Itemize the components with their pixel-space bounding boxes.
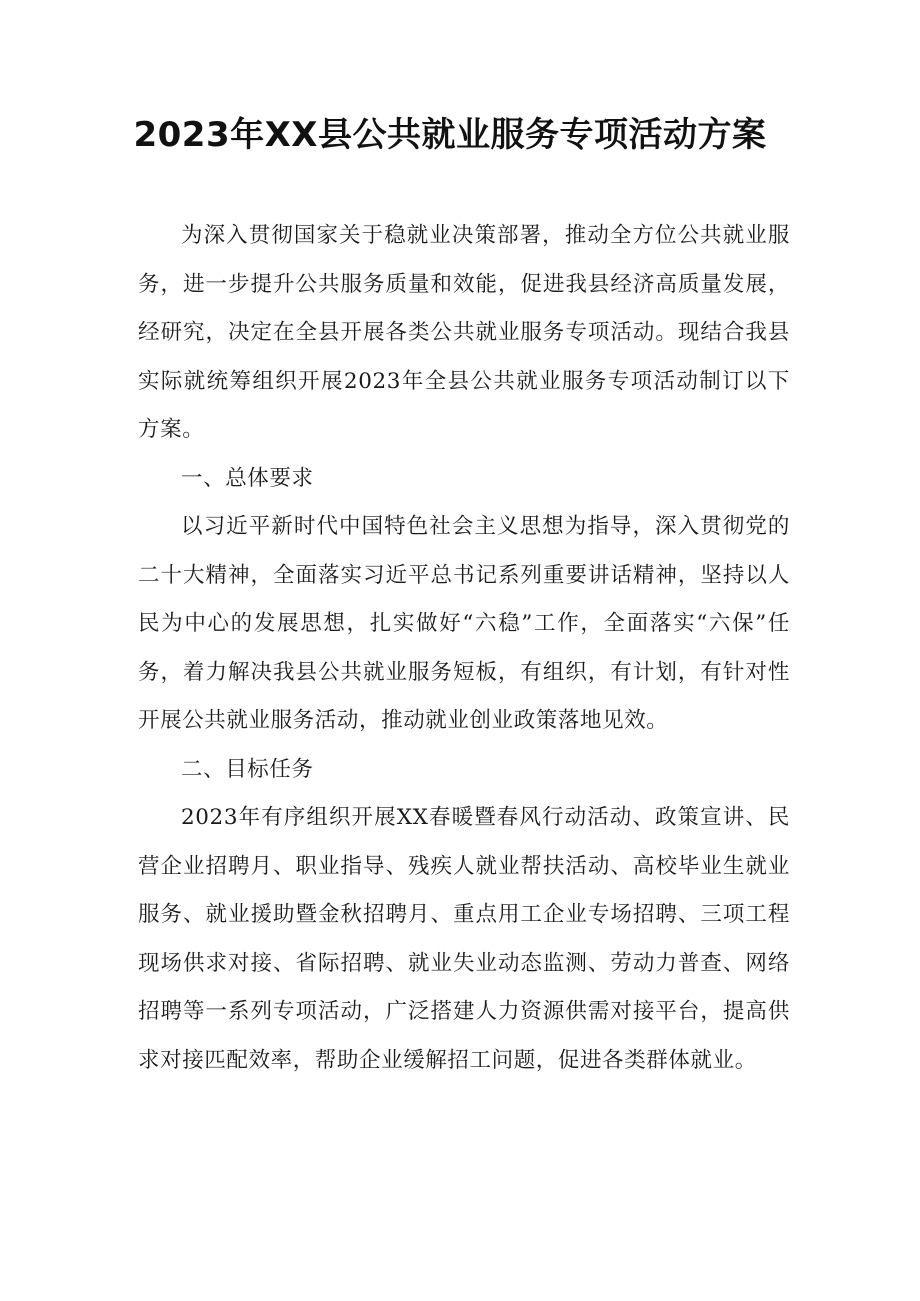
document-body xyxy=(138,212,790,1085)
paragraph-goals-tasks: 2023年有序组织开展XX春暖暨春风行动活动、政策宣讲、民营企业招聘月、职业指导、残疾人就业帮扶活动、高校毕业生就业服务、就业援助暨金秋招聘月、重点用工企业专场招聘、三项工程现场供求对接、省际招聘、就业失业动态监测、劳动力普查、网络招聘等一系列专项活动，广泛搭建人力资源供需对接平台，提高供求对接匹配效率，帮助企业缓解招工问题，促进各类群体就业。 xyxy=(138,805,790,1073)
section-heading-general-requirements: 一、总体要求 xyxy=(181,465,314,491)
section-heading-goals-tasks: 二、目标任务 xyxy=(181,756,314,782)
paragraph-general-requirements: 以习近平新时代中国特色社会主义思想为指导，深入贯彻党的二十大精神，全面落实习近平总书记系列重要讲话精神，坚持以人民为中心的发展思想，扎实做好“六稳”工作，全面落实“六保”任务，着力解决我县公共就业服务短板，有组织，有计划，有针对性开展公共就业服务活动，推动就业创业政策落地见效。 xyxy=(138,514,790,733)
paragraph-intro: 为深入贯彻国家关于稳就业决策部署，推动全方位公共就业服务，进一步提升公共服务质量和效能，促进我县经济高质量发展，经研究，决定在全县开展各类公共就业服务专项活动。现结合我县实际就统筹组织开展2023年全县公共就业服务专项活动制订以下方案。 xyxy=(138,223,790,442)
document-title: 2023年XX县公共就业服务专项活动方案 xyxy=(133,115,767,155)
